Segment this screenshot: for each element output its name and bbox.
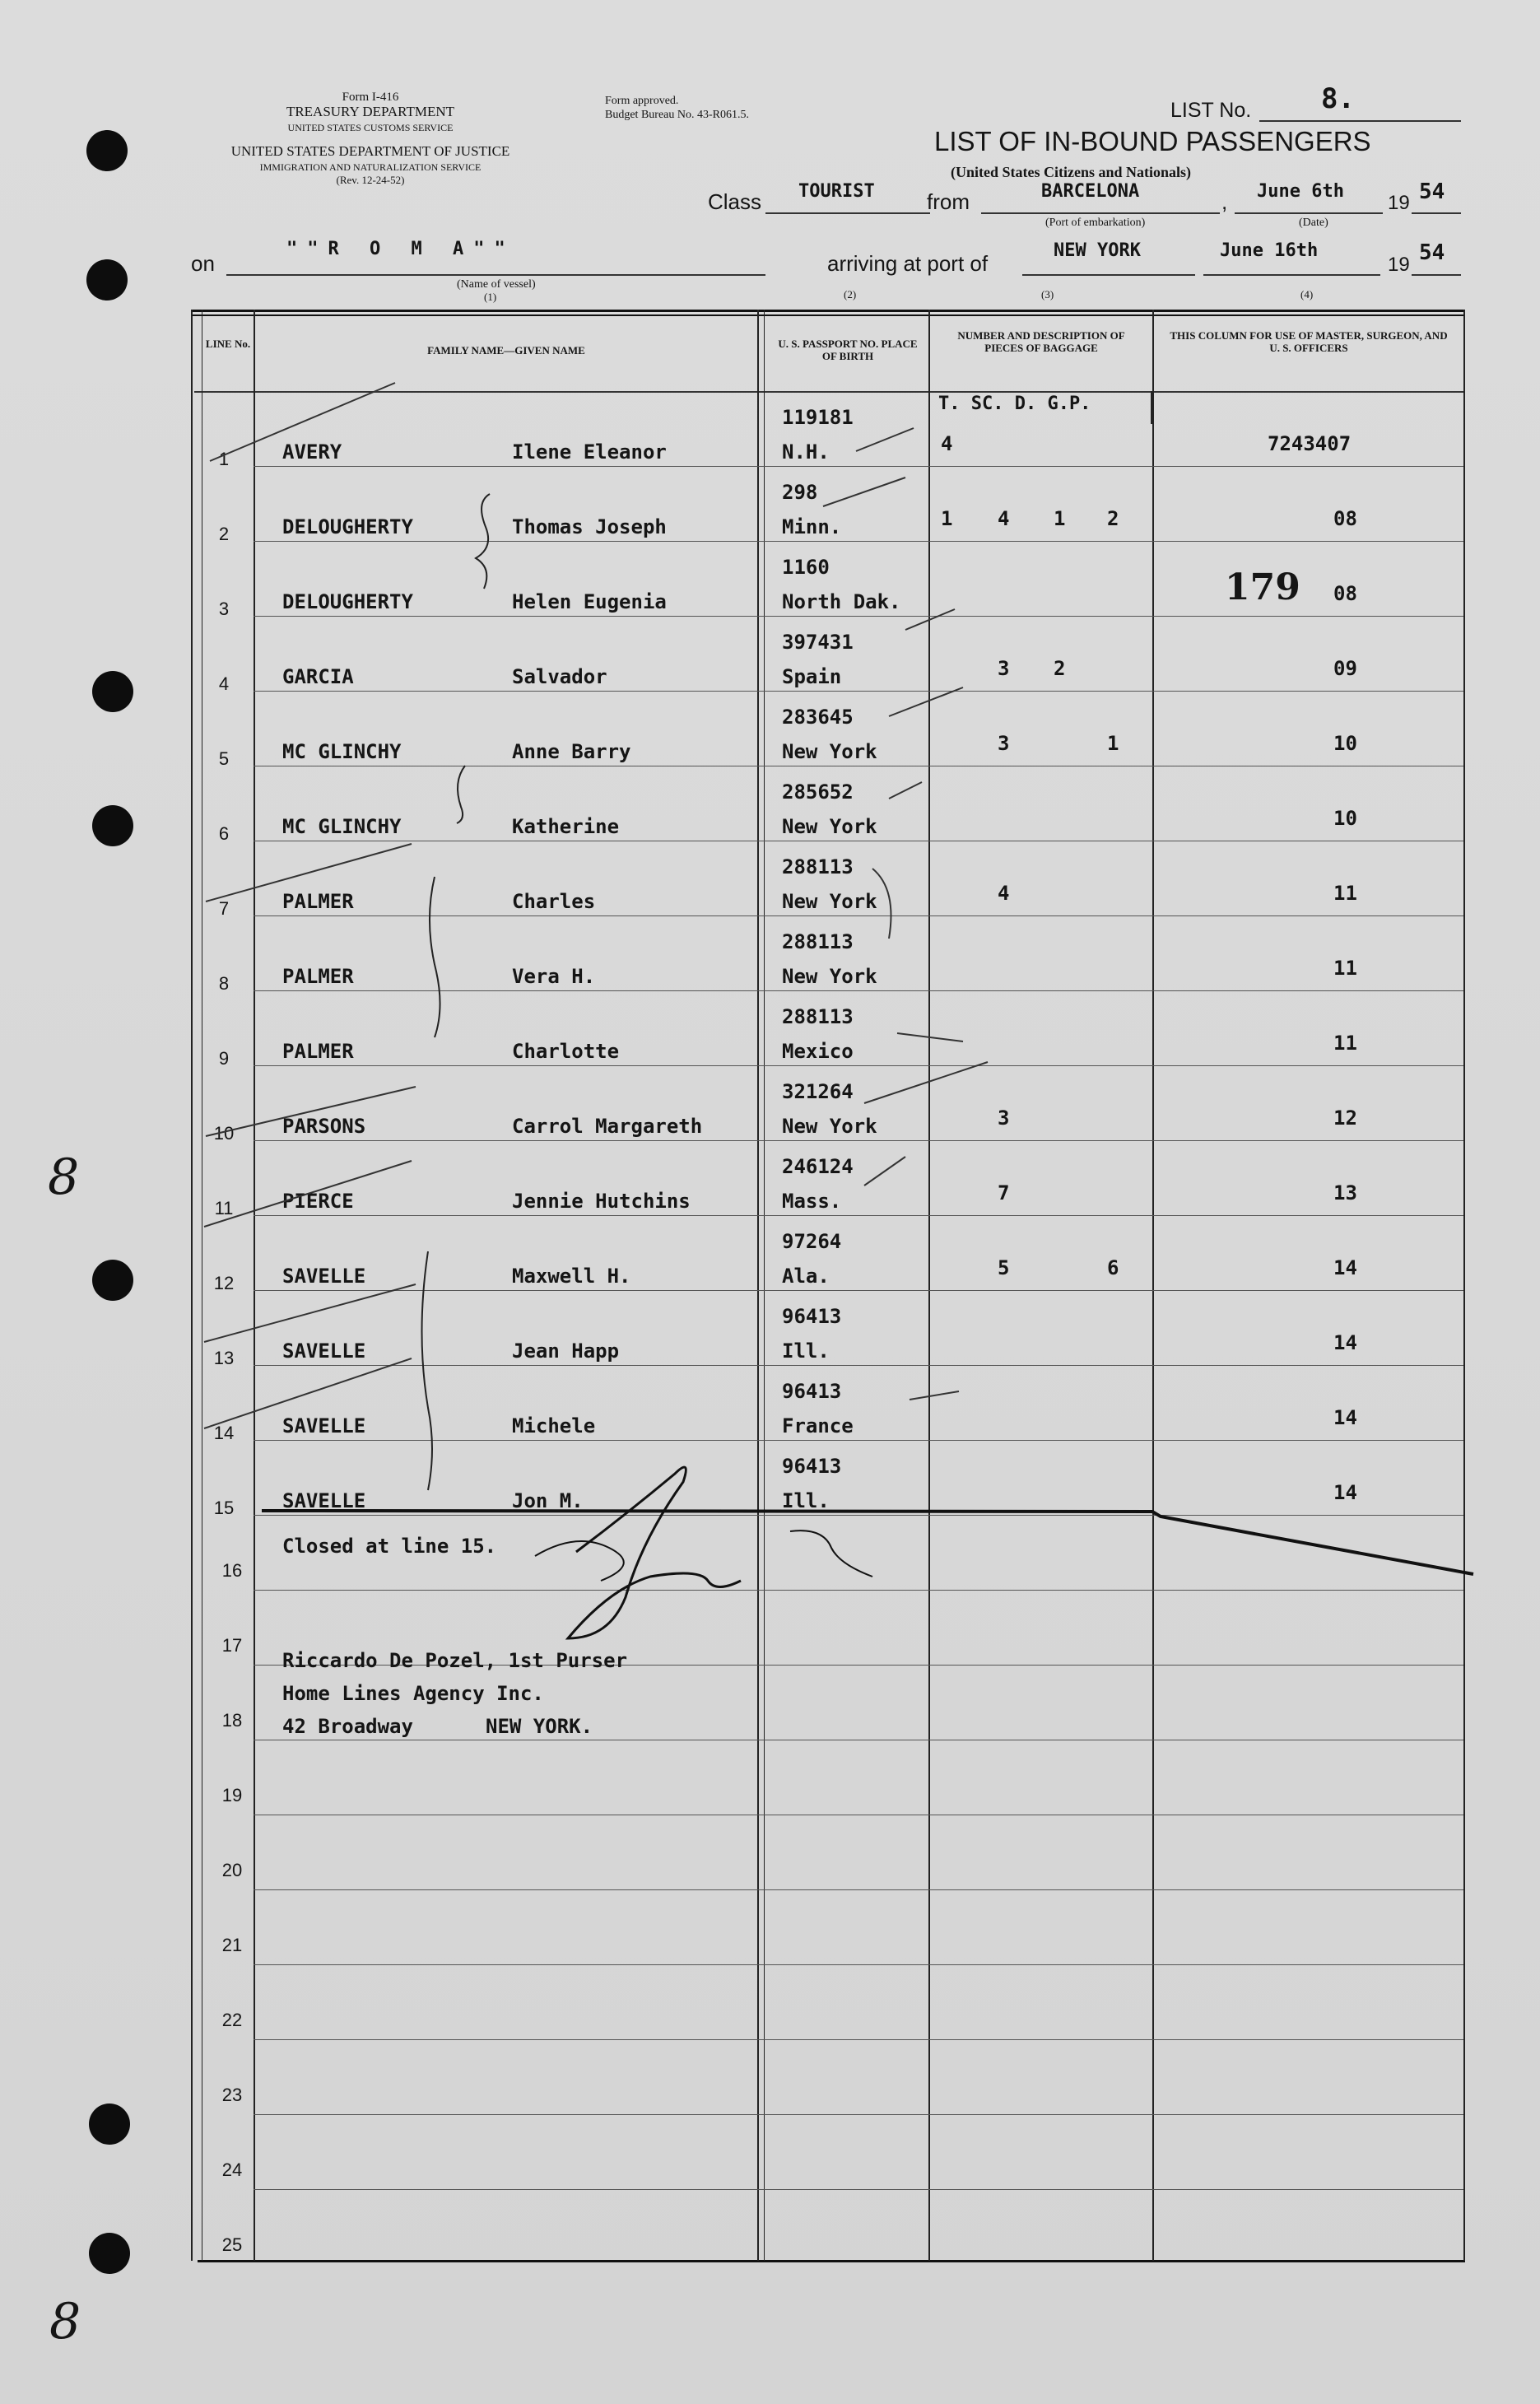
punch-hole [86,259,128,300]
baggage-d: 1 [1054,507,1066,530]
year-prefix-1: 19 [1388,192,1410,214]
line-number: 21 [221,1935,243,1955]
officer-note: 11 [1333,1032,1357,1055]
caption-3: (3) [1041,288,1054,300]
line-number: 20 [221,1860,243,1880]
given-name: Salvador [512,665,607,688]
place-of-birth: Ala. [782,1265,830,1288]
year-prefix-2: 19 [1388,254,1410,276]
passport-number: 96413 [782,1455,842,1478]
passport-number: 246124 [782,1155,854,1178]
line-number: 10 [213,1123,235,1144]
vessel-caption-num: (1) [484,291,497,303]
punch-hole [92,671,133,712]
passport-number: 97264 [782,1230,842,1253]
treasury-dept: TREASURY DEPARTMENT [286,104,455,119]
place-of-birth: N.H. [782,440,830,464]
family-name: MC GLINCHY [282,815,402,838]
punch-hole [86,130,128,171]
family-name: GARCIA [282,665,354,688]
line-number: 25 [221,2234,243,2255]
margin-mark-8: 8 [49,2293,81,2350]
closed-note: Closed at line 15. [282,1535,497,1558]
line-number: 2 [218,524,230,544]
embarkation-caption: (Port of embarkation) [1045,217,1146,229]
year-2: 54 [1419,240,1445,265]
baggage-sc: 7 [998,1181,1010,1204]
line-number: 24 [221,2159,243,2180]
passport-number: 285652 [782,780,854,804]
on-label: on [191,251,215,276]
place-of-birth: North Dak. [782,590,901,613]
arrival-date: June 16th [1220,240,1319,261]
line-number: 1 [218,449,230,469]
year-1: 54 [1419,179,1445,204]
agency-city: NEW YORK. [486,1715,593,1738]
given-name: Helen Eugenia [512,590,667,613]
place-of-birth: New York [782,965,877,988]
baggage-t: 4 [941,432,953,455]
baggage-t: 1 [941,507,953,530]
line-number: 22 [221,2010,243,2030]
line-number: 5 [218,748,230,769]
baggage-sc: 5 [998,1256,1010,1279]
line-number: 7 [218,898,230,919]
officer-note: 14 [1333,1331,1357,1354]
given-name: Michele [512,1414,596,1437]
line-number: 16 [221,1560,243,1581]
arriving-label: arriving at port of [827,251,989,276]
revision-date: (Rev. 12-24-52) [336,174,405,186]
list-no-label: LIST No. [1170,99,1252,122]
place-of-birth: Mexico [782,1040,854,1063]
family-name: PALMER [282,1040,354,1063]
class-label: Class [708,189,762,214]
family-name: SAVELLE [282,1489,366,1512]
place-of-birth: New York [782,1115,877,1138]
line-number: 3 [218,599,230,619]
baggage-sc: 3 [998,732,1010,755]
line-number: 19 [221,1785,243,1805]
family-name: PIERCE [282,1190,354,1213]
family-name: AVERY [282,440,342,464]
punch-hole [92,805,133,846]
line-number: 9 [218,1048,230,1069]
col-header-name: FAMILY NAME—GIVEN NAME [427,344,585,356]
customs-service: UNITED STATES CUSTOMS SERVICE [287,122,454,133]
place-of-birth: France [782,1414,854,1437]
baggage-gp: 1 [1107,732,1119,755]
passport-number: 96413 [782,1380,842,1403]
line-number: 23 [221,2085,243,2105]
form-approved: Form approved. [605,95,679,107]
passport-number: 96413 [782,1305,842,1328]
baggage-sc: 4 [998,507,1010,530]
officer-note: 12 [1333,1106,1357,1130]
officer-note: 14 [1333,1481,1357,1504]
line-number: 13 [213,1348,235,1368]
family-name: SAVELLE [282,1265,366,1288]
baggage-sc: 3 [998,657,1010,680]
col-header-officers: THIS COLUMN FOR USE OF MASTER, SURGEON, AND U. S. OFFICERS [1170,329,1448,354]
page-subtitle: (United States Citizens and Nationals) [951,164,1192,180]
officer-note: 10 [1333,732,1357,755]
passport-number: 288113 [782,1005,854,1028]
officer-note: 7243407 [1268,432,1352,455]
officer-note: 09 [1333,657,1357,680]
given-name: Jennie Hutchins [512,1190,691,1213]
passport-number: 1160 [782,556,830,579]
place-of-birth: Ill. [782,1489,830,1512]
given-name: Thomas Joseph [512,515,667,538]
passport-number: 288113 [782,930,854,953]
class-value: TOURIST [798,181,875,202]
officer-note: 08 [1333,582,1357,605]
vessel-caption: (Name of vessel) [457,278,536,291]
line-number: 4 [218,673,230,694]
family-name: DELOUGHERTY [282,515,413,538]
baggage-sc: 3 [998,1106,1010,1130]
officer-note: 10 [1333,807,1357,830]
line-number: 18 [221,1710,243,1731]
agency-address: 42 Broadway [282,1715,413,1738]
passport-number: 397431 [782,631,854,654]
ins-service: IMMIGRATION AND NATURALIZATION SERVICE [259,161,482,173]
given-name: Charlotte [512,1040,620,1063]
given-name: Ilene Eleanor [512,440,667,464]
officer-note: 08 [1333,507,1357,530]
line-number: 11 [214,1198,234,1218]
given-name: Jon M. [512,1489,584,1512]
from-label: from [927,189,970,214]
baggage-d: 2 [1054,657,1066,680]
family-name: DELOUGHERTY [282,590,413,613]
handwritten-179: 179 [1225,566,1300,608]
col-header-passport: U. S. PASSPORT NO. PLACE OF BIRTH [778,338,918,362]
margin-mark-8: 8 [48,1148,80,1206]
line-number: 12 [213,1273,235,1293]
place-of-birth: Spain [782,665,842,688]
comma: , [1221,189,1228,214]
passport-number: 283645 [782,706,854,729]
dept-justice: UNITED STATES DEPARTMENT OF JUSTICE [230,143,510,159]
passport-number: 288113 [782,855,854,878]
line-number: 15 [213,1498,235,1518]
family-name: SAVELLE [282,1339,366,1363]
baggage-sc: 4 [998,882,1010,905]
place-of-birth: New York [782,815,877,838]
family-name: SAVELLE [282,1414,366,1437]
passport-number: 119181 [782,406,854,429]
budget-bureau: Budget Bureau No. 43-R061.5. [605,109,749,121]
page-title: LIST OF IN-BOUND PASSENGERS [934,126,1371,156]
officer-note: 14 [1333,1406,1357,1429]
officer-note: 11 [1333,882,1357,905]
agency-name: Home Lines Agency Inc. [282,1682,544,1705]
line-number: 6 [218,823,230,844]
place-of-birth: Minn. [782,515,842,538]
baggage-types: T. SC. D. G.P. [938,394,1091,414]
given-name: Maxwell H. [512,1265,631,1288]
passport-number: 298 [782,481,818,504]
line-number: 14 [213,1423,235,1443]
form-number: Form I-416 [342,91,399,104]
col-header-line-no: LINE No. [205,338,251,350]
family-name: PALMER [282,890,354,913]
embarkation-date: June 6th [1257,181,1344,202]
punch-hole [89,2104,130,2145]
family-name: MC GLINCHY [282,740,402,763]
baggage-gp: 2 [1107,507,1119,530]
line-number: 17 [221,1635,243,1656]
baggage-gp: 6 [1107,1256,1119,1279]
family-name: PARSONS [282,1115,366,1138]
given-name: Katherine [512,815,620,838]
caption-4: (4) [1300,288,1314,300]
given-name: Anne Barry [512,740,631,763]
officer-note: 13 [1333,1181,1357,1204]
date-caption: (Date) [1299,217,1328,229]
place-of-birth: Ill. [782,1339,830,1363]
given-name: Vera H. [512,965,596,988]
vessel-name: ""R O M A"" [286,239,515,259]
purser-name: Riccardo De Pozel, 1st Purser [282,1649,628,1672]
col-header-baggage: NUMBER AND DESCRIPTION OF PIECES OF BAGGAGE [957,329,1125,354]
place-of-birth: New York [782,890,877,913]
given-name: Charles [512,890,596,913]
passport-number: 321264 [782,1080,854,1103]
given-name: Jean Happ [512,1339,620,1363]
place-of-birth: New York [782,740,877,763]
line-number: 8 [218,973,230,994]
given-name: Carrol Margareth [512,1115,703,1138]
officer-note: 11 [1333,957,1357,980]
punch-hole [92,1260,133,1301]
caption-2: (2) [844,288,857,300]
place-of-birth: Mass. [782,1190,842,1213]
embarkation-port: BARCELONA [1041,181,1140,202]
family-name: PALMER [282,965,354,988]
punch-hole [89,2233,130,2274]
officer-note: 14 [1333,1256,1357,1279]
list-no-value: 8. [1321,82,1355,115]
arrival-port: NEW YORK [1054,240,1141,261]
